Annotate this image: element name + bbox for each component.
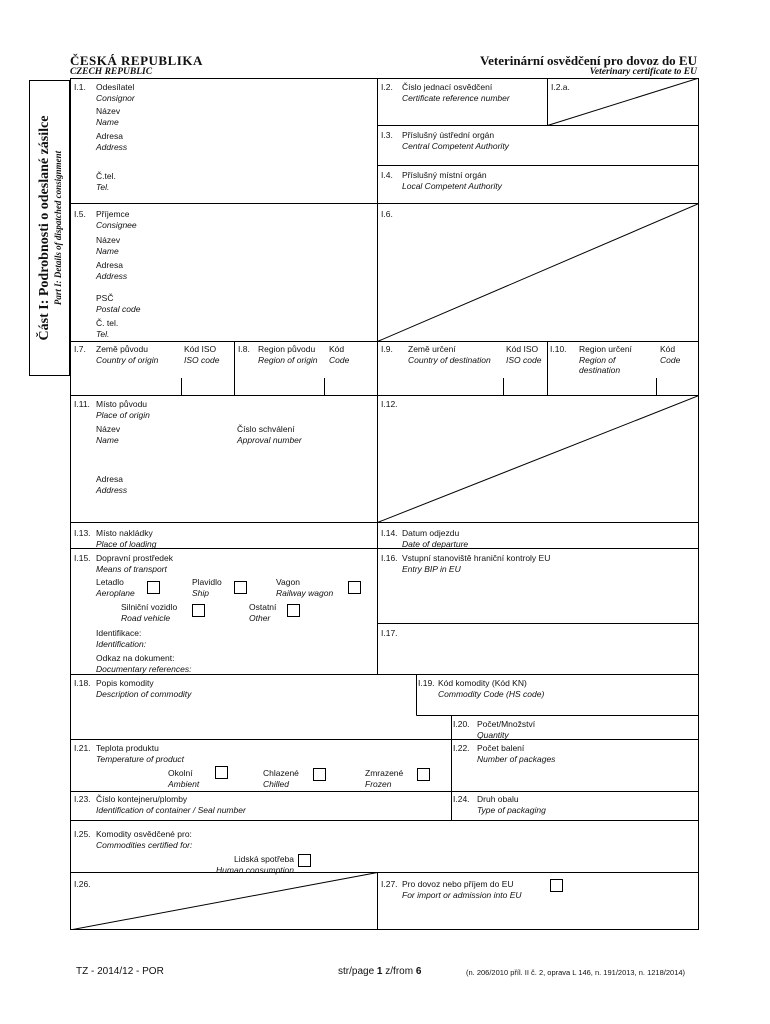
page-indicator: str/page 1 z/from 6	[338, 966, 422, 977]
field-number: I.16.	[381, 553, 398, 563]
country-of-origin-label: Země původu Country of origin	[96, 344, 159, 365]
form-code: TZ - 2014/12 - POR	[76, 966, 164, 977]
frozen-checkbox[interactable]	[417, 768, 430, 781]
consignor-label: Odesílatel Consignor	[96, 82, 135, 103]
field-number: I.10.	[550, 344, 567, 354]
field-number: I.12.	[381, 399, 398, 409]
field-number: I.4.	[381, 170, 393, 180]
railway-wagon-checkbox[interactable]	[348, 581, 361, 594]
field-number: I.15.	[74, 553, 91, 563]
railway-wagon-label: Vagon Railway wagon	[276, 577, 334, 598]
part-one-side-label	[29, 80, 70, 376]
field-number: I.25.	[74, 829, 91, 839]
field-number: I.5.	[74, 209, 86, 219]
other-transport-checkbox[interactable]	[287, 604, 300, 617]
aeroplane-checkbox[interactable]	[147, 581, 160, 594]
number-of-packages-label: Počet balení Number of packages	[477, 743, 556, 764]
field-number: I.20.	[453, 719, 470, 729]
field-number: I.11.	[74, 399, 90, 409]
consignor-tel-label: Č.tel. Tel.	[96, 171, 116, 192]
ship-checkbox[interactable]	[234, 581, 247, 594]
country-of-destination-label: Země určení Country of destination	[408, 344, 491, 365]
identification-label: Identifikace: Identification:	[96, 628, 147, 649]
country-english: CZECH REPUBLIC	[70, 67, 153, 77]
consignee-address-label: Adresa Address	[96, 260, 128, 281]
entry-bip-label: Vstupní stanoviště hraniční kontroly EU Entry BIP in EU	[402, 553, 551, 574]
type-of-packaging-label: Druh obalu Type of packaging	[477, 794, 546, 815]
destination-region-code-label: Kód Code	[660, 344, 681, 365]
field-number: I.6.	[381, 209, 393, 219]
origin-iso-code-label: Kód ISO ISO code	[184, 344, 220, 365]
certificate-title: Veterinární osvědčení pro dovoz do EU	[479, 53, 697, 68]
other-transport-label: Ostatní Other	[249, 602, 277, 623]
consignee-postal-label: PSČ Postal code	[96, 293, 141, 314]
ambient-checkbox[interactable]	[215, 766, 228, 779]
field-number: I.8.	[238, 344, 250, 354]
road-vehicle-label: Silniční vozidlo Road vehicle	[121, 602, 178, 623]
region-of-destination-label: Region určení Region of destination	[579, 344, 632, 375]
field-number: I.18.	[74, 678, 91, 688]
certificate-reference-label: Číslo jednací osvědčení Certificate reference number	[402, 82, 510, 103]
place-of-loading-label: Místo nakládky Place of loading	[96, 528, 157, 549]
chilled-label: Chlazené Chilled	[263, 768, 299, 789]
frozen-label: Zmrazené Frozen	[365, 768, 404, 789]
field-number: I.2.a.	[551, 82, 570, 92]
field-number: I.19.	[418, 678, 435, 688]
country-czech: ČESKÁ REPUBLIKA	[70, 53, 203, 68]
region-of-origin-label: Region původu Region of origin	[258, 344, 318, 365]
field-number: I.13.	[74, 528, 91, 538]
field-number: I.24.	[453, 794, 470, 804]
field-number: I.22.	[453, 743, 470, 753]
central-authority-label: Příslušný ústřední orgán Central Competent Authority	[402, 130, 509, 151]
origin-region-code-label: Kód Code	[329, 344, 350, 365]
human-consumption-label: Lidská spotřeba Human consumption	[216, 854, 295, 875]
aeroplane-label: Letadlo Aeroplane	[96, 577, 135, 598]
means-of-transport-label: Dopravní prostředek Means of transport	[96, 553, 174, 574]
chilled-checkbox[interactable]	[313, 768, 326, 781]
field-number: I.23.	[74, 794, 91, 804]
temperature-of-product-label: Teplota produktu Temperature of product	[96, 743, 185, 764]
import-admission-label: Pro dovoz nebo příjem do EU For import or admission into EU	[402, 879, 522, 900]
consignor-name-label: Název Name	[96, 106, 121, 127]
local-authority-label: Příslušný místní orgán Local Competent Authority	[402, 170, 502, 191]
road-vehicle-checkbox[interactable]	[192, 604, 205, 617]
origin-name-label: Název Name	[96, 424, 121, 445]
container-seal-label: Číslo kontejneru/plomby Identification of container / Seal number	[96, 794, 246, 815]
documentary-references-label: Odkaz na dokument: Documentary references:	[96, 653, 192, 674]
commodities-certified-label: Komodity osvědčené pro: Commodities certified for:	[96, 829, 193, 850]
ambient-label: Okolní Ambient	[168, 768, 200, 789]
consignee-tel-label: Č. tel. Tel.	[96, 318, 119, 339]
certificate-subtitle: Veterinary certificate to EU	[589, 67, 697, 77]
field-number: I.14.	[381, 528, 398, 538]
field-number: I.1.	[74, 82, 86, 92]
side-label-english: Part I: Details of dispatched consignment	[52, 150, 63, 306]
quantity-label: Počet/Množství Quantity	[477, 719, 536, 740]
field-number: I.26.	[74, 879, 91, 889]
import-admission-checkbox[interactable]	[550, 879, 563, 892]
legal-reference: (n. 206/2010 příl. II č. 2, oprava L 146, n. 191/2013, n. 1218/2014)	[466, 968, 686, 977]
consignor-address-label: Adresa Address	[96, 131, 128, 152]
human-consumption-checkbox[interactable]	[298, 854, 311, 867]
commodity-code-label: Kód komodity (Kód KN) Commodity Code (HS code)	[438, 678, 545, 699]
approval-number-label: Číslo schválení Approval number	[237, 424, 302, 445]
field-number: I.27.	[381, 879, 398, 889]
date-of-departure-label: Datum odjezdu Date of departure	[402, 528, 469, 549]
consignee-label: Příjemce Consignee	[96, 209, 137, 230]
field-number: I.9.	[381, 344, 393, 354]
field-number: I.7.	[74, 344, 86, 354]
field-number: I.21.	[74, 743, 91, 753]
description-of-commodity-label: Popis komodity Description of commodity	[96, 678, 192, 699]
place-of-origin-label: Místo původu Place of origin	[96, 399, 150, 420]
field-number: I.3.	[381, 130, 393, 140]
field-number: I.2.	[381, 82, 393, 92]
field-number: I.17.	[381, 628, 398, 638]
origin-address-label: Adresa Address	[96, 474, 128, 495]
destination-iso-code-label: Kód ISO ISO code	[506, 344, 542, 365]
side-label-czech: Část I: Podrobnosti o odeslané zásilce	[36, 115, 52, 341]
consignee-name-label: Název Name	[96, 235, 121, 256]
form-fields	[70, 78, 699, 930]
ship-label: Plavidlo Ship	[192, 577, 222, 598]
